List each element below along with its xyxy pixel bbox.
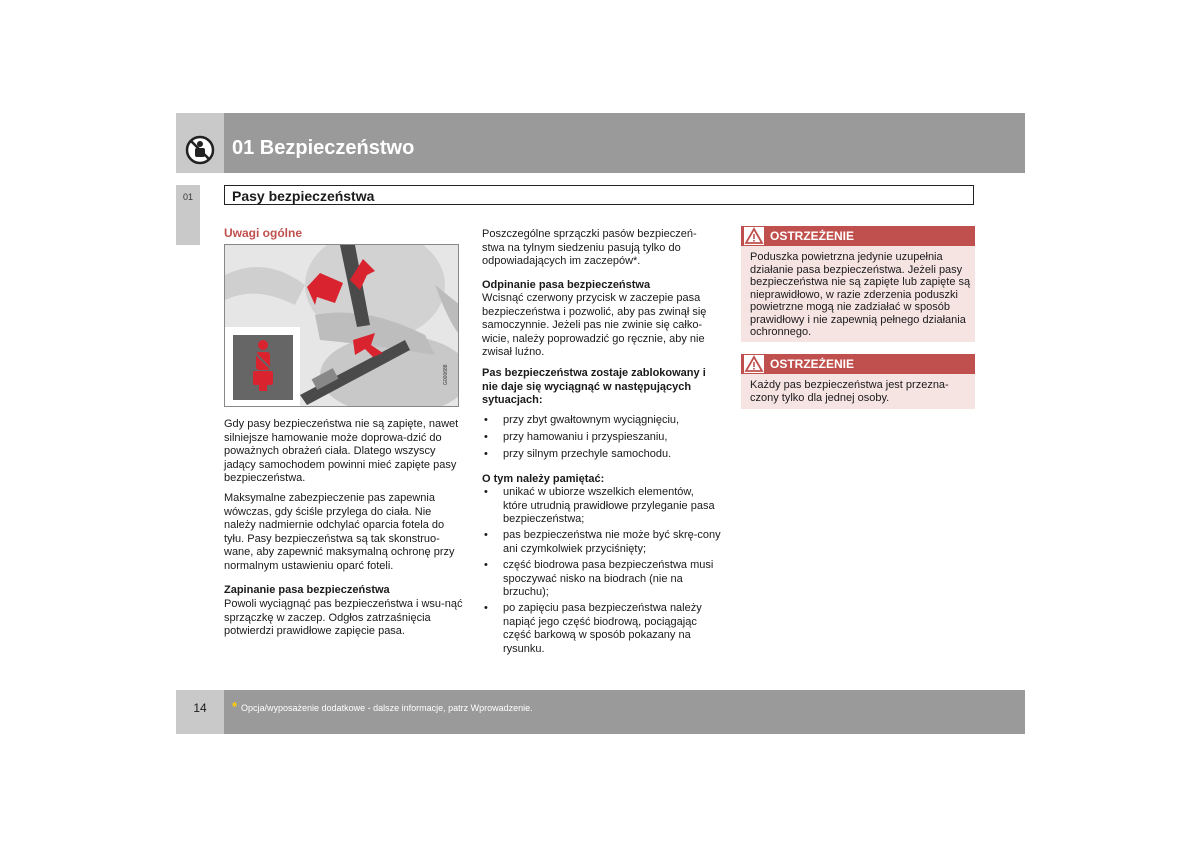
paragraph-fasten-belt: Powoli wyciągnąć pas bezpieczeństwa i wsu-nąć sprzączkę w zaczep. Odgłos zatrzaśnięcia potwierdzi prawidłowe zapięcie pasa. [224, 598, 463, 637]
side-tab-label: 01 [182, 192, 193, 202]
illustration-code: G000688 [443, 364, 449, 385]
warning-body [741, 246, 975, 342]
seatbelt-prohibition-icon [176, 113, 224, 173]
warning-title: OSTRZEŻENIE [770, 229, 855, 243]
warning-triangle-icon [744, 355, 764, 373]
heading-unfasten-belt: Odpinanie pasa bezpieczeństwa [482, 279, 651, 291]
paragraph-unfastened-belts: Gdy pasy bezpieczeństwa nie są zapięte, nawet silniejsze hamowanie może doprowa-dzić do poważnych obrażeń ciała. Dlatego wszyscy jadący samochodem powinni mieć zapięte pasy bezpieczeństwa. [224, 418, 459, 484]
footnote-star: * [232, 699, 238, 714]
paragraph-max-protection: Maksymalne zabezpieczenie pas zapewnia wówczas, gdy ściśle przylega do ciała. Nie należy nadmiernie odchylać oparcia fotela do tyłu. Pasy bezpieczeństwa są tak skonstruo-wane, aby zapewnić maksymalną ochronę przy normalnym ustawieniu oparć foteli. [224, 492, 455, 572]
page-number: 14 [193, 701, 207, 715]
section-title: Pasy bezpieczeństwa [232, 188, 375, 204]
warning-triangle-icon [744, 227, 764, 245]
paragraph-unfasten-belt: Wcisnąć czerwony przycisk w zaczepie pasa bezpieczeństwa i pozwolić, aby pas zwinął się samoczynnie. Jeżeli pas nie zwinie się całko-wicie, należy poprowadzić go ręcznie, aby nie zwisał luźno. [482, 292, 707, 358]
chapter-title: 01 Bezpieczeństwo [232, 137, 415, 159]
heading-fasten-belt: Zapinanie pasa bezpieczeństwa [224, 584, 390, 596]
chapter-icon-box [176, 113, 224, 173]
warning-text: Poduszka powietrzna jedynie uzupełnia działanie pasa bezpieczeństwa. Jeżeli pasy bezpieczeństwa nie są zapięte lub zapięte są nieprawidłowo, w razie zderzenia poduszki powietrzne mogą nie zadziałać w sposób prawidłowy i nie zapewnią pełnego działania ochronnego. [750, 251, 971, 338]
heading-remember: O tym należy pamiętać: [482, 473, 605, 485]
warning-body [741, 374, 975, 409]
paragraph-rear-buckles: Poszczególne sprzączki pasów bezpieczeń-stwa na tylnym siedzeniu pasują tylko do odpowiadających im zaczepów*. [482, 228, 697, 267]
warning-title: OSTRZEŻENIE [770, 357, 855, 371]
seatbelt-illustration [224, 244, 459, 407]
subheading-general-notes: Uwagi ogólne [224, 226, 302, 240]
warning-header [741, 354, 975, 374]
warning-text: Każdy pas bezpieczeństwa jest przezna-czony tylko dla jednej osoby. [750, 379, 949, 404]
footnote-text: Opcja/wyposażenie dodatkowe - dalsze informacje, patrz Wprowadzenie. [241, 703, 533, 713]
warning-header [741, 226, 975, 246]
heading-belt-locked: Pas bezpieczeństwa zostaje zablokowany i nie daje się wyciągnąć w następujących sytuacjach: [482, 367, 706, 406]
